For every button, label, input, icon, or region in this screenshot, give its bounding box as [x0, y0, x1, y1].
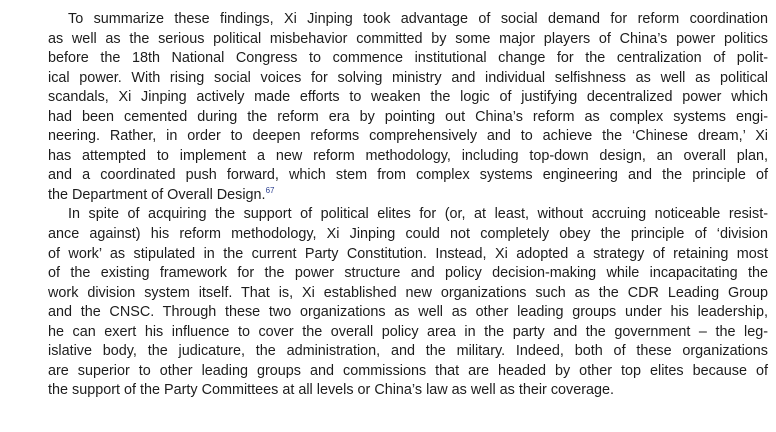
text-line: scandals, Xi Jinping actively made efforts to weaken the logic of justifying decentralized power which — [48, 89, 768, 106]
text-line: of the existing framework for the power structure and policy decision-making while incapacitating the — [48, 265, 768, 282]
text-line: ical power. With rising social voices for solving ministry and individual selfishness as well as political — [48, 69, 768, 86]
text-line-last: the support of the Party Committees at all levels or China’s law as well as their coverage. — [48, 382, 615, 399]
text-line: To summarize these findings, Xi Jinping took advantage of social demand for reform coordination — [68, 11, 768, 27]
text-line: of work’ as stipulated in the current Party Constitution. Instead, Xi adopted a strategy of retaining most — [48, 245, 768, 262]
text-line-content: the Department of Overall Design. — [48, 186, 266, 203]
footnote-reference[interactable]: 67 — [265, 185, 275, 195]
text-line: and the CNSC. Through these two organizations as well as other leading groups under his leadership, — [48, 304, 768, 321]
paragraph-2 — [48, 205, 768, 400]
paragraph-1 — [48, 10, 768, 205]
text-line: are superior to other leading groups and commissions that are headed by other top elites because of — [48, 362, 768, 379]
text-line: neering. Rather, in order to deepen reforms comprehensively and to achieve the ‘Chinese dream,’ Xi — [48, 128, 768, 145]
text-line: ance against) his reform methodology, Xi Jinping could not completely obey the principle of ‘division — [48, 226, 768, 243]
text-line: In spite of acquiring the support of political elites for (or, at least, without accruing noticeable resist- — [68, 206, 768, 223]
text-line-last — [48, 186, 768, 206]
text-line: work division system itself. That is, Xi established new organizations such as the CDR Leading Group — [48, 284, 768, 301]
body-text — [48, 10, 768, 401]
text-line: before the 18th National Congress to commence institutional change for the centralization of polit- — [48, 50, 768, 67]
text-line: and a coordinated push forward, which stem from complex systems engineering and the principle of — [48, 167, 768, 184]
text-line: has attempted to implement a new reform methodology, including top-down design, an overall plan, — [48, 147, 768, 164]
text-line: had been cemented during the reform era by pointing out China’s reform as complex systems engi- — [48, 108, 768, 125]
text-line: he can exert his influence to cover the overall policy area in the party and the government – the leg- — [48, 323, 768, 340]
text-line: islative body, the judicature, the administration, and the military. Indeed, both of these organizations — [48, 343, 768, 360]
text-line: as well as the serious political misbehavior committed by some major players of China’s power politics — [48, 30, 768, 47]
